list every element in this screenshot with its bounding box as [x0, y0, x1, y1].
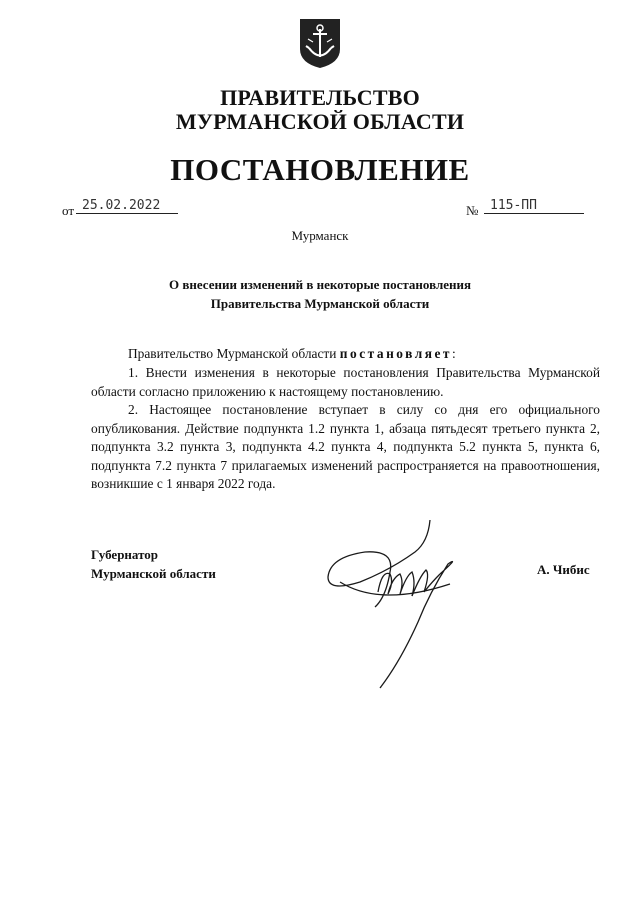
intro-text: Правительство Мурманской области [128, 346, 340, 361]
date-prefix: от [62, 203, 75, 218]
item-2-paragraph: 2. Настоящее постановление вступает в силу со дня его официального опубликования. Действие подпункта 1.2 пункта 1, абзаца пятьдесят третьего пункта 2, подпункта 3.2 пункта 3, подпункта 4.2 пункта 4, подпункта 5.2 пункта 5, пункта 6, подпункта 7.2 пункта 7 прилагаемых изменений распространяется на правоотношения, возникшие с 1 января 2022 года. [91, 402, 600, 492]
org-name-line2: МУРМАНСКОЙ ОБЛАСТИ [175, 109, 465, 134]
document-type-title: ПОСТАНОВЛЕНИЕ [170, 152, 470, 187]
intro-colon: : [452, 346, 456, 361]
intro-decree-word: постановляет [339, 346, 452, 361]
document-date: 25.02.2022 [76, 198, 178, 214]
document-number: 115-ПП [484, 198, 584, 214]
intro-paragraph [91, 345, 600, 364]
org-name-line1: ПРАВИТЕЛЬСТВО [220, 85, 420, 110]
coat-of-arms-icon [298, 17, 342, 70]
number-prefix: № [466, 203, 479, 218]
signatory-title-line2: Мурманской области [91, 566, 216, 581]
signatory-name: А. Чибис [537, 562, 590, 577]
subject-line2: Правительства Мурманской области [210, 296, 430, 311]
subject-line1: О внесении изменений в некоторые постановления [168, 277, 472, 292]
signatory-title-line1: Губернатор [91, 547, 159, 562]
city-name: Мурманск [291, 228, 349, 243]
item-1-paragraph: 1. Внести изменения в некоторые постановления Правительства Мурманской области согласно приложению к настоящему постановлению. [91, 365, 600, 399]
handwritten-signature-icon [320, 512, 480, 692]
